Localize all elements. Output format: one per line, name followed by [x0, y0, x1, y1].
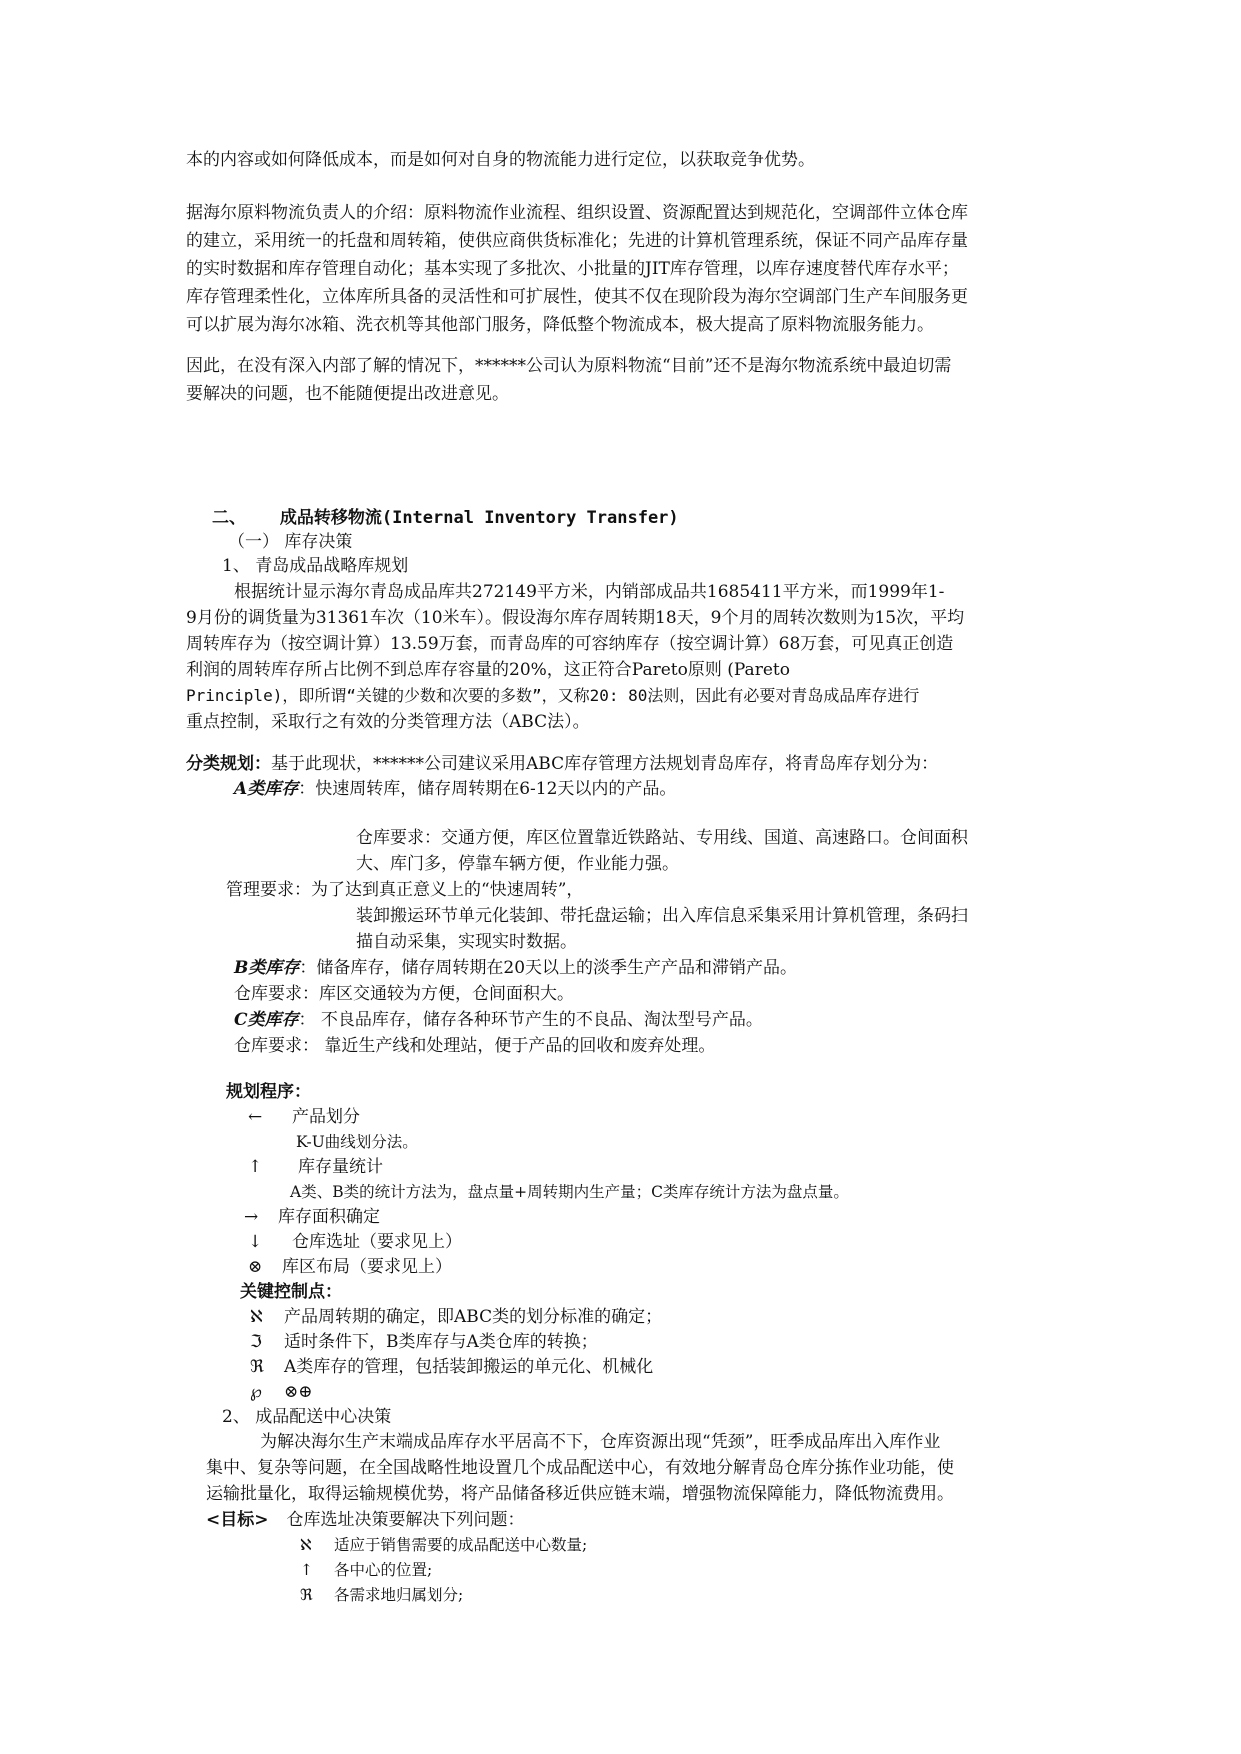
a-mgmt-req-head: 管理要求：为了达到真正意义上的“快速周转”， [226, 880, 584, 900]
key-points-label: 关键控制点： [240, 1282, 342, 1302]
intro-tail-line: 本的内容或如何降低成本，而是如何对自身的物流能力进行定位，以获取竞争优势。 [186, 150, 815, 170]
haier-para-line: 据海尔原料物流负责人的介绍：原料物流作业流程、组织设置、资源配置达到规范化，空调部件立体仓库 [186, 203, 968, 223]
key-point-item [250, 1330, 598, 1354]
conclusion-line: 要解决的问题，也不能随便提出改进意见。 [186, 384, 509, 404]
aleph-icon: ℵ [300, 1536, 312, 1554]
key-point-item [250, 1355, 653, 1379]
goal-text: 仓库选址决策要解决下列问题： [286, 1510, 525, 1530]
procedure-item [248, 1155, 383, 1179]
b-req-line: 仓库要求：库区交通较为方便，仓间面积大。 [234, 984, 574, 1004]
subsection-heading: （一） 库存决策 [228, 532, 353, 552]
stats-line: 9月份的调货量为31361车次（10米车）。假设海尔库存周转期18天，9个月的周转次数则为15次，平均 [186, 608, 965, 628]
goal-item [300, 1533, 587, 1557]
procedure-note: K-U曲线划分法。 [296, 1133, 418, 1151]
key-point-text: 适时条件下，B类库存与A类仓库的转换； [284, 1332, 598, 1352]
c-class-text: ： 不良品库存，储存各种环节产生的不良品、淘汰型号产品。 [298, 1010, 763, 1030]
a-warehouse-req-line: 大、库门多，停靠车辆方便，作业能力强。 [356, 854, 679, 874]
dist-line: 集中、复杂等问题，在全国战略性地设置几个成品配送中心，有效地分解青岛仓库分拣作业功能，使 [206, 1458, 954, 1478]
aleph-icon: ℵ [250, 1307, 263, 1327]
goal-label: <目标> [206, 1510, 269, 1530]
left-arrow-icon: ← [248, 1107, 263, 1127]
circled-times-icon: ⊗ [248, 1257, 263, 1277]
procedure-text: 仓库选址（要求见上） [292, 1232, 462, 1252]
up-arrow-icon: ↑ [248, 1157, 263, 1177]
c-req-line: 仓库要求： 靠近生产线和处理站，便于产品的回收和废弃处理。 [234, 1036, 716, 1056]
goal-item [300, 1558, 432, 1582]
classify-text: 基于此现状，******公司建议采用ABC库存管理方法规划青岛库存，将青岛库存划分为： [271, 754, 939, 774]
a-class-line [234, 777, 676, 801]
procedure-text: 库区布局（要求见上） [282, 1257, 452, 1277]
procedure-item [248, 1230, 462, 1254]
stats-line: Principle)，即所谓“关键的少数和次要的多数”，又称20: 80法则，因此有必要对青岛成品库存进行 [186, 686, 920, 705]
stats-line: 利润的周转库存所占比例不到总库存容量的20%，这正符合Pareto原则 (Pareto [186, 660, 790, 680]
classify-label: 分类规划： [186, 754, 271, 774]
procedure-label: 规划程序： [226, 1082, 311, 1102]
procedure-text: 产品划分 [292, 1107, 360, 1127]
procedure-text: 库存量统计 [298, 1157, 383, 1177]
c-class-label: C类库存 [234, 1010, 299, 1030]
b-class-label: B类库存 [234, 958, 300, 978]
procedure-item [248, 1105, 360, 1129]
key-point-text: A类库存的管理，包括装卸搬运的单元化、机械化 [284, 1357, 654, 1377]
right-arrow-icon: → [244, 1207, 259, 1227]
a-warehouse-req-line: 仓库要求：交通方便，库区位置靠近铁路站、专用线、国道、高速路口。仓间面积 [356, 828, 968, 848]
goal-item [300, 1583, 463, 1607]
item-heading: 1、 青岛成品战略库规划 [222, 556, 409, 576]
section-number: 二、 [212, 508, 246, 528]
fraktur-i-icon: ℑ [250, 1332, 262, 1352]
a-class-text: ：快速周转库，储存周转期在6-12天以内的产品。 [298, 779, 677, 799]
up-arrow-icon: ↑ [300, 1561, 313, 1579]
item-heading: 2、 成品配送中心决策 [222, 1407, 392, 1427]
key-point-text: ⊗⊕ [284, 1382, 313, 1402]
goal-item-text: 各中心的位置; [334, 1561, 433, 1579]
classify-line [186, 752, 938, 776]
section-title: 成品转移物流(Internal Inventory Transfer) [279, 508, 679, 528]
b-class-line [234, 956, 797, 980]
stats-line: 周转库存为（按空调计算）13.59万套，而青岛库的可容纳库存（按空调计算）68万套，可见真正创造 [186, 634, 954, 654]
haier-para-line: 的建立，采用统一的托盘和周转箱，使供应商供货标准化；先进的计算机管理系统，保证不同产品库存量 [186, 231, 968, 251]
haier-para-line: 的实时数据和库存管理自动化；基本实现了多批次、小批量的JIT库存管理，以库存速度替代库存水平； [186, 259, 959, 279]
stats-line: 重点控制，采取行之有效的分类管理方法（ABC法）。 [186, 712, 590, 732]
goal-item-text: 各需求地归属划分; [334, 1586, 464, 1604]
key-point-item [250, 1380, 313, 1404]
key-point-text: 产品周转期的确定，即ABC类的划分标准的确定； [284, 1307, 663, 1327]
dist-line: 运输批量化，取得运输规模优势，将产品储备移近供应链末端，增强物流保障能力，降低物流费用。 [206, 1484, 954, 1504]
fraktur-r-icon: ℜ [300, 1586, 313, 1604]
haier-para-line: 库存管理柔性化，立体库所具备的灵活性和可扩展性，使其不仅在现阶段为海尔空调部门生产车间服务更 [186, 287, 968, 307]
down-arrow-icon: ↓ [248, 1232, 263, 1252]
section-heading [212, 506, 679, 530]
procedure-item [248, 1255, 452, 1279]
weierstrass-p-icon: ℘ [250, 1382, 262, 1402]
b-class-text: ：储备库存，储存周转期在20天以上的淡季生产产品和滞销产品。 [299, 958, 798, 978]
key-point-item [250, 1305, 662, 1329]
a-class-label: A类库存 [234, 779, 299, 799]
stats-line: 根据统计显示海尔青岛成品库共272149平方米，内销部成品共1685411平方米，而1999年1- [234, 582, 945, 602]
procedure-item [244, 1205, 380, 1229]
goal-item-text: 适应于销售需要的成品配送中心数量; [334, 1536, 588, 1554]
procedure-note: A类、B类的统计方法为，盘点量+周转期内生产量；C类库存统计方法为盘点量。 [290, 1183, 849, 1201]
goal-line [206, 1508, 525, 1532]
fraktur-r-icon: ℜ [250, 1357, 264, 1377]
a-mgmt-req-line: 装卸搬运环节单元化装卸、带托盘运输；出入库信息采集采用计算机管理，条码扫 [356, 906, 968, 926]
c-class-line [234, 1008, 763, 1032]
procedure-text: 库存面积确定 [278, 1207, 380, 1227]
haier-para-line: 可以扩展为海尔冰箱、洗衣机等其他部门服务，降低整个物流成本，极大提高了原料物流服务能力。 [186, 315, 934, 335]
a-mgmt-req-line: 描自动采集，实现实时数据。 [356, 932, 577, 952]
conclusion-line: 因此，在没有深入内部了解的情况下，******公司认为原料物流“目前”还不是海尔物流系统中最迫切需 [186, 356, 952, 376]
dist-line: 为解决海尔生产末端成品库存水平居高不下，仓库资源出现“凭颈”，旺季成品库出入库作业 [260, 1432, 941, 1452]
